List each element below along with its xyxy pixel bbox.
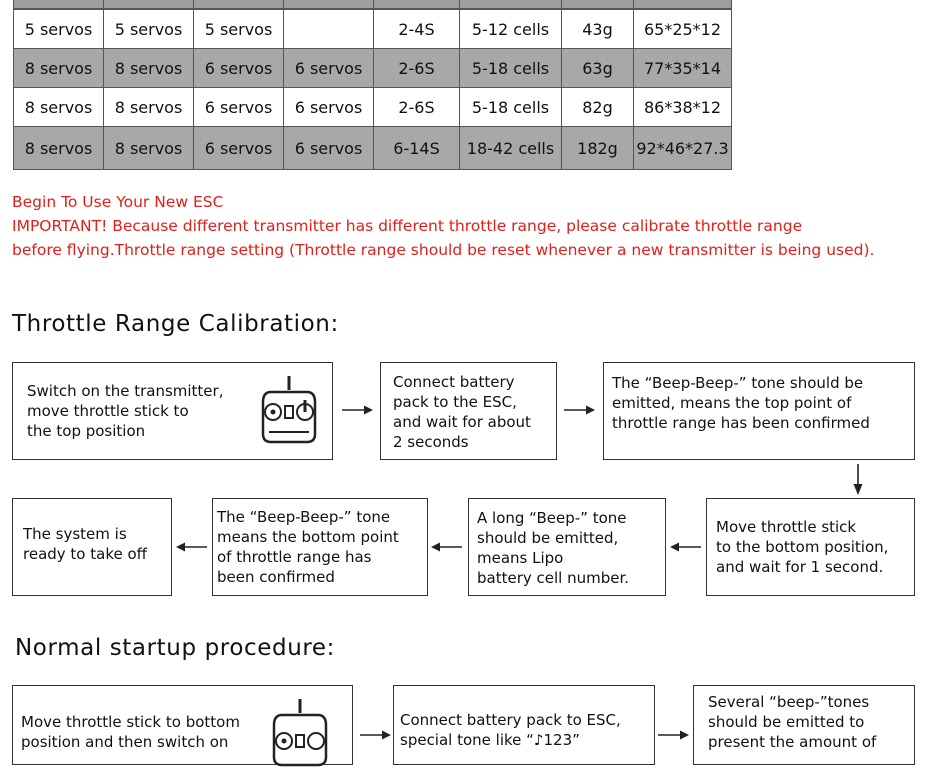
table-cell: 82g bbox=[562, 88, 634, 127]
table-cell: 77*35*14 bbox=[634, 49, 732, 88]
step-text: Move throttle stick to the bottom position, and wait for 1 second. bbox=[716, 518, 889, 576]
note-continued: before flying.Throttle range setting (Throttle range should be reset whenever a new transmitter is being used). bbox=[12, 241, 875, 259]
table-cell: 6 servos bbox=[194, 88, 284, 127]
table-cell: 43g bbox=[562, 9, 634, 49]
table-cell: 6-14S bbox=[374, 127, 460, 170]
step-text: Connect battery pack to ESC, special tone like “♪123” bbox=[400, 711, 621, 749]
table-cell: 18-42 cells bbox=[460, 127, 562, 170]
calibration-title: Throttle Range Calibration: bbox=[12, 311, 339, 337]
table-row bbox=[14, 88, 732, 127]
arrow-right-icon bbox=[656, 729, 690, 741]
calibration-step-7 bbox=[12, 498, 172, 596]
table-cell: 8 servos bbox=[14, 127, 104, 170]
table-cell: 6 servos bbox=[284, 127, 374, 170]
table-cell: 6 servos bbox=[194, 49, 284, 88]
arrow-right-icon bbox=[358, 729, 392, 741]
table-cell: 63g bbox=[562, 49, 634, 88]
startup-step-2 bbox=[393, 685, 655, 765]
table-row bbox=[14, 9, 732, 49]
transmitter-icon bbox=[257, 374, 321, 446]
step-text: Connect battery pack to the ESC, and wait for about 2 seconds bbox=[393, 373, 531, 451]
calibration-step-3 bbox=[603, 362, 915, 460]
startup-title: Normal startup procedure: bbox=[15, 635, 336, 661]
table-cell: 6 servos bbox=[194, 127, 284, 170]
table-cell: 8 servos bbox=[14, 88, 104, 127]
table-cell: 8 servos bbox=[104, 88, 194, 127]
step-text: Switch on the transmitter, move throttle stick to the top position bbox=[27, 382, 224, 440]
table-cell: 2-6S bbox=[374, 49, 460, 88]
table-row bbox=[14, 49, 732, 88]
startup-step-3 bbox=[693, 685, 915, 765]
step-text: Move throttle stick to bottom position and then switch on bbox=[21, 713, 240, 751]
transmitter-icon bbox=[268, 697, 332, 769]
table-row bbox=[14, 127, 732, 170]
calibration-step-6 bbox=[212, 498, 428, 596]
arrow-right-icon bbox=[340, 404, 374, 416]
arrow-right-icon bbox=[562, 404, 596, 416]
note-heading: Begin To Use Your New ESC bbox=[12, 193, 224, 211]
table-cell: 65*25*12 bbox=[634, 9, 732, 49]
table-cell: 86*38*12 bbox=[634, 88, 732, 127]
table-cell: 5-18 cells bbox=[460, 49, 562, 88]
step-text: The “Beep-Beep-” tone should be emitted, means the top point of throttle range has been confirmed bbox=[612, 374, 870, 432]
arrow-left-icon bbox=[430, 541, 464, 553]
calibration-step-4 bbox=[706, 498, 915, 596]
calibration-step-5 bbox=[468, 498, 666, 596]
step-text: The “Beep-Beep-” tone means the bottom point of throttle range has been confirmed bbox=[217, 508, 399, 586]
spec-table bbox=[13, 0, 732, 170]
table-cell: 2-4S bbox=[374, 9, 460, 49]
table-cell: 8 servos bbox=[104, 127, 194, 170]
table-cell: 5 servos bbox=[194, 9, 284, 49]
table-cell: 6 servos bbox=[284, 88, 374, 127]
arrow-down-icon bbox=[851, 462, 865, 496]
calibration-step-2 bbox=[380, 362, 557, 460]
table-cell: 8 servos bbox=[14, 49, 104, 88]
table-cell: 5-18 cells bbox=[460, 88, 562, 127]
arrow-left-icon bbox=[175, 541, 209, 553]
table-header-row bbox=[14, 0, 732, 9]
table-cell bbox=[284, 9, 374, 49]
calibration-step-1 bbox=[12, 362, 333, 460]
startup-step-1 bbox=[12, 685, 353, 765]
step-text: The system is ready to take off bbox=[23, 525, 147, 563]
table-cell: 2-6S bbox=[374, 88, 460, 127]
table-cell: 6 servos bbox=[284, 49, 374, 88]
step-text: Several “beep-”tones should be emitted to present the amount of bbox=[708, 693, 877, 751]
table-cell: 182g bbox=[562, 127, 634, 170]
table-cell: 5-12 cells bbox=[460, 9, 562, 49]
table-cell: 5 servos bbox=[14, 9, 104, 49]
arrow-left-icon bbox=[669, 541, 703, 553]
table-cell: 5 servos bbox=[104, 9, 194, 49]
note-important: IMPORTANT! Because different transmitter has different throttle range, please calibrate throttle range bbox=[12, 217, 803, 235]
table-cell: 8 servos bbox=[104, 49, 194, 88]
step-text: A long “Beep-” tone should be emitted, means Lipo battery cell number. bbox=[477, 509, 630, 587]
table-cell: 92*46*27.3 bbox=[634, 127, 732, 170]
